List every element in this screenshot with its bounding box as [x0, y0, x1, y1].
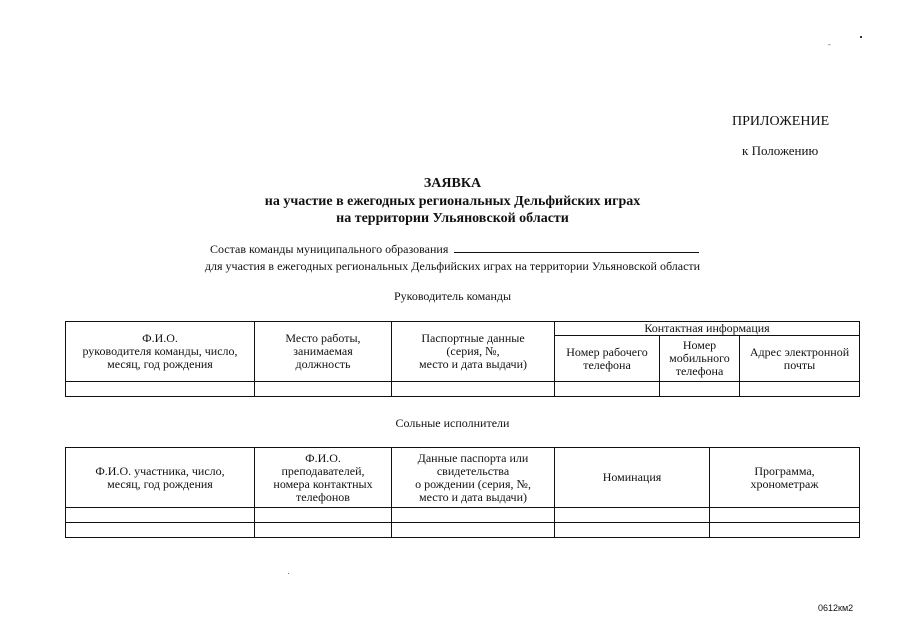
table-cell[interactable] — [555, 382, 660, 397]
table-cell[interactable] — [555, 523, 710, 538]
section-soloists-title: Сольные исполнители — [395, 416, 510, 430]
table-cell[interactable] — [392, 523, 555, 538]
header-program: Программа, хронометраж — [710, 448, 860, 508]
header-document: Данные паспорта или свидетельства о рождении (серия, №, место и дата выдачи) — [392, 448, 555, 508]
header-contact-info: Контактная информация — [555, 322, 860, 336]
table-row — [66, 382, 860, 397]
table-row — [66, 508, 860, 523]
table-cell[interactable] — [555, 508, 710, 523]
table-row — [66, 523, 860, 538]
table-cell[interactable] — [255, 508, 392, 523]
header-nomination: Номинация — [555, 448, 710, 508]
header-work-phone: Номер рабочего телефона — [555, 336, 660, 382]
table-cell[interactable] — [66, 523, 255, 538]
table-cell[interactable] — [255, 523, 392, 538]
municipality-blank-field[interactable] — [454, 241, 699, 253]
leader-table — [65, 321, 860, 397]
corner-dot — [860, 36, 862, 38]
header-mobile-phone: Номер мобильного телефона — [660, 336, 740, 382]
intro-line1-text: Состав команды муниципального образования — [210, 242, 449, 256]
intro-line1 — [210, 241, 699, 257]
table-cell[interactable] — [710, 508, 860, 523]
soloists-table — [65, 447, 860, 538]
intro-line2: для участия в ежегодных региональных Дельфийских играх на территории Ульяновской области — [204, 259, 701, 273]
header-teachers: Ф.И.О. преподавателей, номера контактных телефонов — [255, 448, 392, 508]
appendix-subtitle: к Положению — [742, 143, 819, 158]
header-passport: Паспортные данные (серия, №, место и дата выдачи) — [392, 322, 555, 382]
corner-mark: - — [828, 40, 831, 49]
table-cell[interactable] — [66, 508, 255, 523]
table-cell[interactable] — [392, 382, 555, 397]
table-cell[interactable] — [255, 382, 392, 397]
header-email: Адрес электронной почты — [740, 336, 860, 382]
scan-speck — [288, 573, 289, 574]
document-code: 0612км2 — [818, 603, 854, 613]
table-cell[interactable] — [66, 382, 255, 397]
document-title: ЗАЯВКА — [423, 176, 482, 191]
table-cell[interactable] — [710, 523, 860, 538]
document-title-line2: на участие в ежегодных региональных Дельфийских играх — [264, 194, 641, 209]
section-leader-title: Руководитель команды — [393, 289, 512, 303]
header-leader-fio: Ф.И.О. руководителя команды, число, месяц, год рождения — [66, 322, 255, 382]
document-title-line3: на территории Ульяновской области — [336, 211, 569, 226]
table-cell[interactable] — [660, 382, 740, 397]
header-workplace: Место работы, занимаемая должность — [255, 322, 392, 382]
appendix-title: ПРИЛОЖЕНИЕ — [732, 114, 830, 129]
header-participant: Ф.И.О. участника, число, месяц, год рождения — [66, 448, 255, 508]
table-cell[interactable] — [392, 508, 555, 523]
table-cell[interactable] — [740, 382, 860, 397]
